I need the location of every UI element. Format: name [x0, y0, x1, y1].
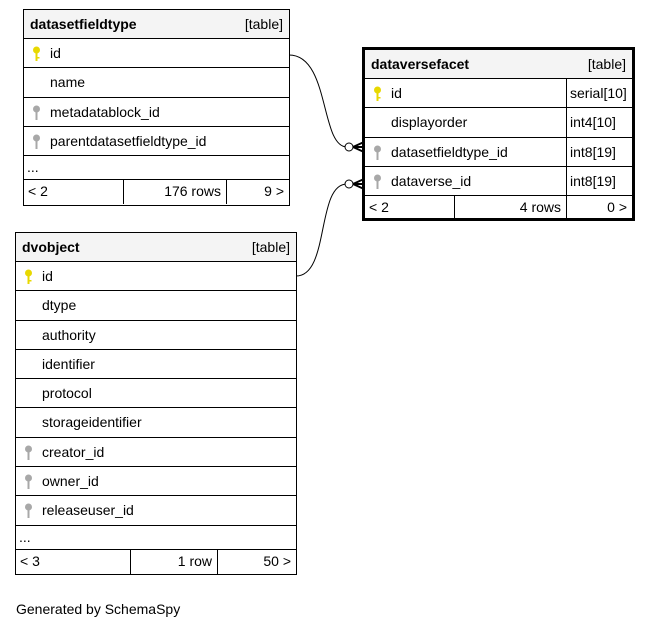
row-count: 1 row: [130, 550, 217, 574]
column-name: identifier: [42, 355, 95, 372]
column-row[interactable]: [24, 68, 289, 97]
column-row[interactable]: [365, 138, 632, 167]
row-count: 176 rows: [123, 180, 226, 204]
column-row[interactable]: [16, 408, 296, 437]
column-type: int8[19]: [566, 167, 632, 195]
column-row[interactable]: [16, 262, 296, 291]
column-name: name: [50, 74, 86, 91]
table-name[interactable]: dataversefacet: [371, 56, 470, 72]
column-name: parentdatasetfieldtype_id: [50, 132, 207, 149]
column-row[interactable]: [16, 350, 296, 379]
column-row[interactable]: [24, 98, 289, 127]
column-name: authority: [42, 326, 96, 343]
column-name: owner_id: [42, 473, 99, 490]
column-type: serial[10]: [566, 79, 632, 107]
children-link[interactable]: 9 >: [226, 180, 289, 204]
column-row[interactable]: [16, 467, 296, 496]
parents-link[interactable]: < 3: [20, 552, 40, 569]
column-name: datasetfieldtype_id: [391, 143, 508, 160]
more-columns-indicator: ...: [19, 528, 31, 545]
column-name: id: [42, 268, 53, 284]
edge-datasetfieldtype-to-dataversefacet: [289, 55, 347, 147]
more-columns-indicator: ...: [27, 159, 39, 176]
column-row[interactable]: [16, 379, 296, 408]
column-row[interactable]: [16, 438, 296, 467]
table-kind: [table]: [251, 239, 290, 255]
column-type: int4[10]: [566, 108, 632, 136]
primary-key-icon: [24, 269, 33, 285]
column-name: protocol: [42, 385, 92, 402]
column-name: id: [391, 85, 402, 101]
foreign-key-icon: [24, 445, 33, 461]
table-kind: [table]: [587, 56, 626, 72]
column-row[interactable]: [365, 108, 632, 137]
foreign-key-icon: [32, 134, 41, 150]
column-name: dtype: [42, 297, 77, 314]
table-header: [24, 10, 289, 39]
table-dvobject[interactable]: [15, 232, 297, 575]
column-row[interactable]: [365, 167, 632, 196]
column-row[interactable]: [16, 496, 296, 525]
column-row[interactable]: [365, 79, 632, 108]
table-footer: [24, 180, 289, 204]
column-row[interactable]: [16, 291, 296, 320]
edge-end-circle: [345, 143, 353, 151]
column-name: storageidentifier: [42, 414, 142, 431]
parents-link[interactable]: < 2: [28, 183, 48, 200]
foreign-key-icon: [373, 145, 382, 161]
column-name: creator_id: [42, 443, 105, 460]
primary-key-icon: [373, 86, 382, 102]
foreign-key-icon: [373, 174, 382, 190]
edge-end-circle: [345, 180, 353, 188]
more-columns-row[interactable]: [24, 156, 289, 180]
column-row[interactable]: [24, 39, 289, 68]
generated-by-footer: Generated by SchemaSpy: [16, 601, 181, 617]
column-name: metadatablock_id: [50, 103, 160, 120]
table-header: [16, 233, 296, 262]
children-link[interactable]: 0 >: [566, 196, 632, 220]
column-name: dataverse_id: [391, 172, 472, 189]
parents-link[interactable]: < 2: [369, 199, 389, 216]
more-columns-row[interactable]: [16, 526, 296, 550]
table-header: [365, 50, 632, 79]
column-name: releaseuser_id: [42, 502, 134, 519]
column-row[interactable]: [24, 127, 289, 156]
foreign-key-icon: [24, 474, 33, 490]
table-name[interactable]: datasetfieldtype: [30, 16, 137, 32]
children-link[interactable]: 50 >: [217, 550, 296, 574]
column-row[interactable]: [16, 321, 296, 350]
column-name: displayorder: [391, 114, 468, 131]
table-name[interactable]: dvobject: [22, 239, 80, 255]
table-dataversefacet[interactable]: [362, 47, 635, 221]
table-footer: [365, 196, 632, 220]
table-datasetfieldtype[interactable]: [23, 9, 290, 206]
column-name: id: [50, 45, 61, 61]
primary-key-icon: [32, 46, 41, 62]
foreign-key-icon: [24, 503, 33, 519]
row-count: 4 rows: [454, 196, 566, 220]
edge-dvobject-to-dataversefacet: [296, 184, 347, 276]
foreign-key-icon: [32, 105, 41, 121]
table-kind: [table]: [244, 16, 283, 32]
table-footer: [16, 550, 296, 574]
column-type: int8[19]: [566, 138, 632, 166]
